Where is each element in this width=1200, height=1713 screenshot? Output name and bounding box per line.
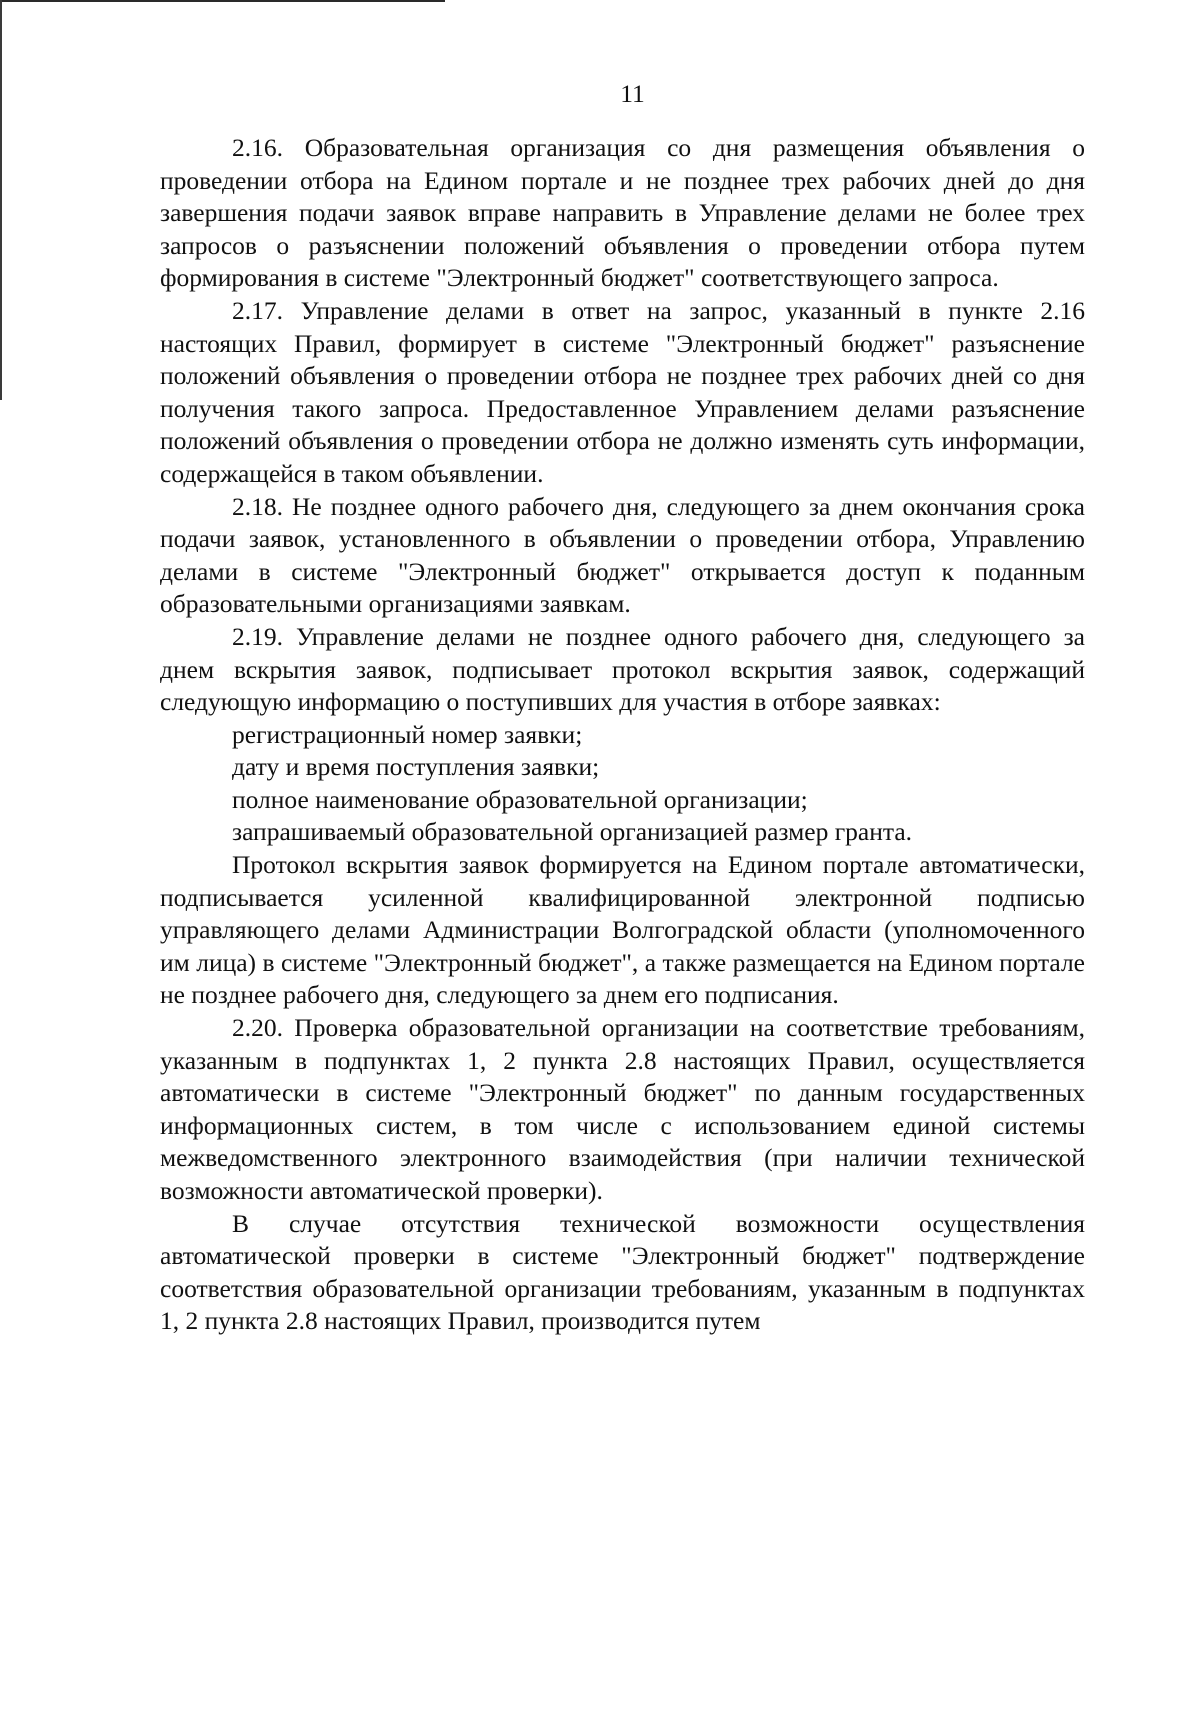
paragraph-2-19: 2.19. Управление делами не позднее одного рабочего дня, следующего за днем вскрытия заявок, подписывает протокол вскрытия заявок, содержащий следующую информацию о поступивших для участия в отборе заявках: bbox=[160, 621, 1085, 717]
list-item: полное наименование образовательной организации; bbox=[232, 784, 808, 814]
paragraph-2-17: 2.17. Управление делами в ответ на запрос, указанный в пункте 2.16 настоящих Правил, формирует в системе "Электронный бюджет" разъяснение положений объявления о проведении отбора не позднее трех рабочих дней со дня получения такого запроса. Предоставленное Управлением делами разъяснение положений объявления о проведении отбора не должно изменять суть информации, содержащейся в таком объявлении. bbox=[160, 295, 1085, 488]
list-item: запрашиваемый образовательной организацией размер гранта. bbox=[232, 817, 913, 847]
paragraph-no-technical-possibility: В случае отсутствия технической возможности осуществления автоматической проверки в системе "Электронный бюджет" подтверждение соответствия образовательной организации требованиям, указанным в подпунктах 1, 2 пункта 2.8 настоящих Правил, производится путем bbox=[160, 1208, 1085, 1336]
list-item: регистрационный номер заявки; bbox=[232, 719, 583, 749]
list-item: дату и время поступления заявки; bbox=[232, 752, 600, 782]
paragraph-2-16: 2.16. Образовательная организация со дня размещения объявления о проведении отбора на Едином портале и не позднее трех рабочих дней до дня завершения подачи заявок вправе направить в Управление делами не более трех запросов о разъяснении положений объявления о проведении отбора путем формирования в системе "Электронный бюджет" соответствующего запроса. bbox=[160, 133, 1085, 293]
paragraph-2-18: 2.18. Не позднее одного рабочего дня, следующего за днем окончания срока подачи заявок, установленного в объявлении о проведении отбора, Управлению делами в системе "Электронный бюджет" открывается доступ к поданным образовательными организациями заявкам. bbox=[160, 491, 1085, 619]
document-page bbox=[160, 78, 1085, 1338]
paragraph-2-20: 2.20. Проверка образовательной организации на соответствие требованиям, указанным в подпунктах 1, 2 пункта 2.8 настоящих Правил, осуществляется автоматически в системе "Электронный бюджет" по данным государственных информационных систем, в том числе с использованием единой системы межведомственного электронного взаимодействия (при наличии технической возможности автоматической проверки). bbox=[160, 1013, 1085, 1205]
scan-border-left bbox=[0, 0, 2, 400]
scan-border-top bbox=[0, 0, 445, 2]
page-number: 11 bbox=[620, 79, 645, 108]
paragraph-protocol: Протокол вскрытия заявок формируется на Едином портале автоматически, подписывается усиленной квалифицированной электронной подписью управляющего делами Администрации Волгоградской области (уполномоченного им лица) в системе "Электронный бюджет", а также размещается на Едином портале не позднее рабочего дня, следующего за днем его подписания. bbox=[160, 850, 1085, 1010]
